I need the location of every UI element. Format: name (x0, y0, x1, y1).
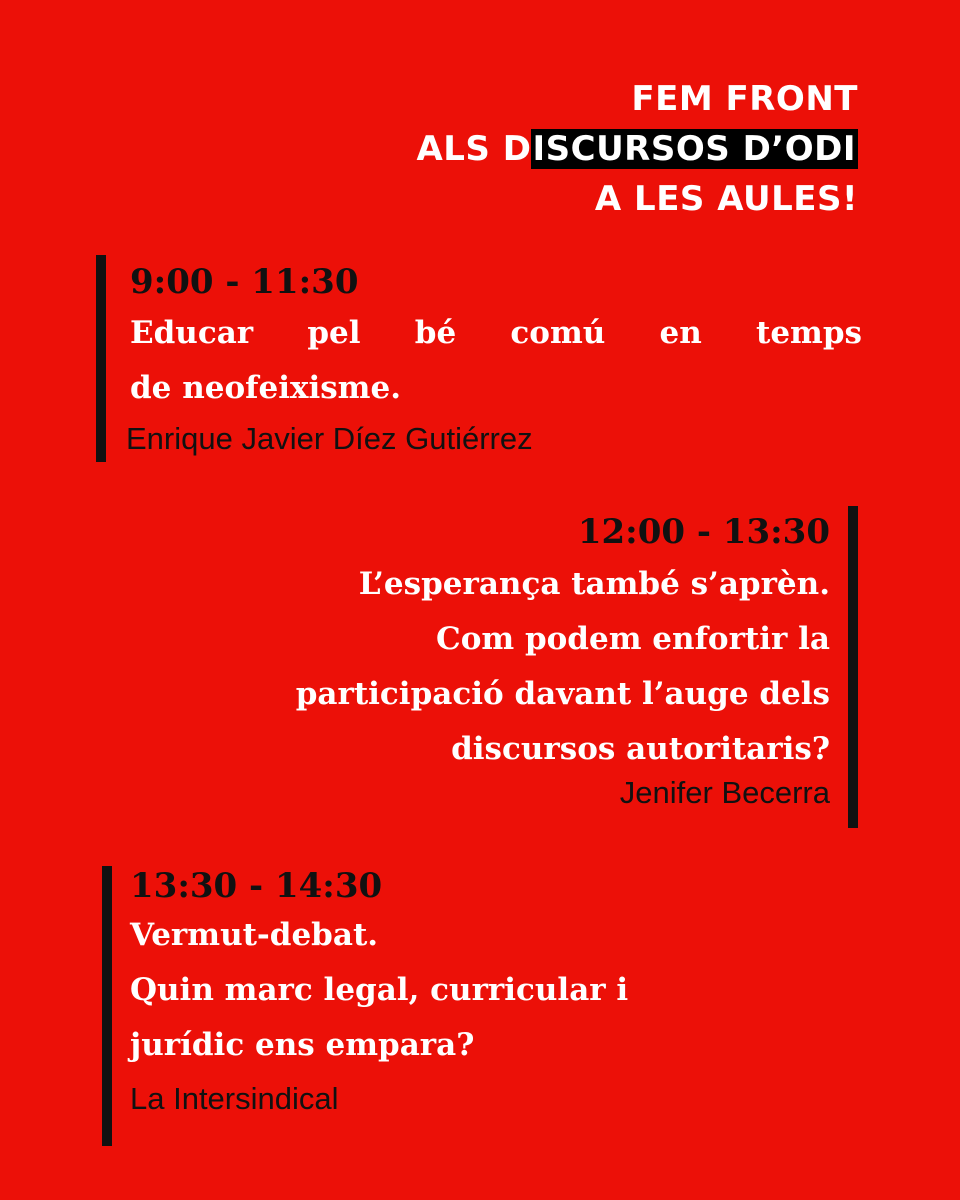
session-3-bar (102, 866, 112, 1146)
session-1 (126, 262, 862, 459)
session-2-title-line: L’esperança també s’aprèn. (358, 566, 830, 602)
session-1-title-line: de neofeixisme. (130, 370, 401, 406)
session-3-time: 13:30 - 14:30 (130, 866, 383, 906)
title-highlight: ISCURSOS D’ODI (532, 129, 856, 169)
session-2-speaker: Jenifer Becerra (619, 775, 830, 810)
session-1-speaker: Enrique Javier Díez Gutiérrez (126, 421, 533, 456)
session-1-title-line: Educar pel bé comú en temps (130, 315, 862, 351)
session-1-title (130, 306, 862, 416)
session-2-title-line: participació davant l’auge dels (295, 676, 830, 712)
session-1-bar (96, 255, 106, 462)
title-line-1: FEM FRONT (631, 79, 858, 119)
title-line-3: A LES AULES! (594, 179, 858, 219)
session-1-time: 9:00 - 11:30 (130, 262, 359, 302)
session-2 (130, 512, 830, 813)
session-3-title-line: jurídic ens empara? (130, 1027, 475, 1063)
session-2-bar (848, 506, 858, 828)
title-line-2-prefix: ALS D (416, 129, 532, 169)
poster-title (416, 74, 858, 224)
session-3-title-line: Vermut-debat. (130, 917, 379, 953)
session-2-title (130, 557, 830, 777)
session-3 (130, 866, 830, 1119)
session-3-speaker: La Intersindical (130, 1081, 339, 1116)
session-3-title (130, 908, 830, 1073)
session-3-title-line: Quin marc legal, curricular i (130, 972, 629, 1008)
session-2-title-line: Com podem enfortir la (436, 621, 830, 657)
session-2-time: 12:00 - 13:30 (577, 512, 830, 552)
session-2-title-line: discursos autoritaris? (451, 731, 830, 767)
title-line-2 (416, 124, 858, 174)
